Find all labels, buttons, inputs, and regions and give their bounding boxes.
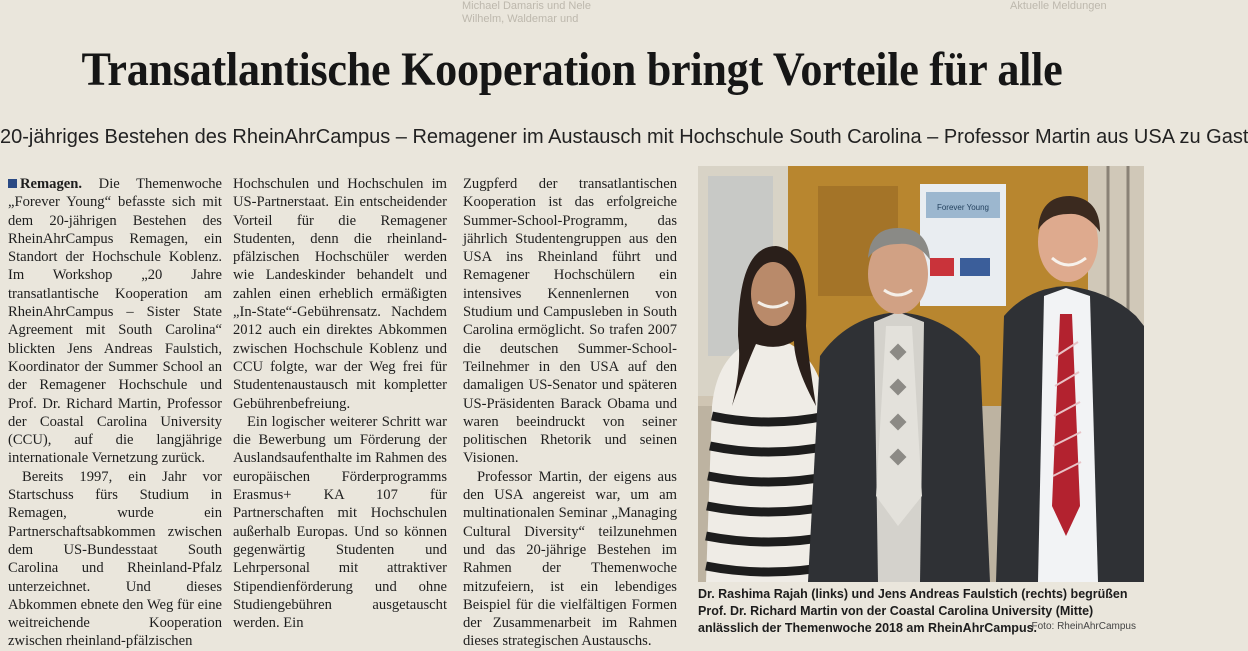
article-column-1	[8, 175, 222, 650]
paragraph: Professor Martin, der eigens aus den USA angereist war, um am multinationalen Seminar „Managing Cultural Diversity“ teilzunehmen und das 20-jährige Bestehen im Rahmen der Themenwoche mitzufeiern, ist ein lebendiges Beispiel für die vielfältigen Formen der Zusammenarbeit im Rahmen dieses strategischen Austauschs.	[463, 468, 677, 650]
photo-caption: Dr. Rashima Rajah (links) und Jens Andreas Faulstich (rechts) begrüßen Prof. Dr. Richard Martin von der Coastal Carolina University (Mitte) anlässlich der Themenwoche 2018 am RheinAhrCampus.	[698, 587, 1128, 635]
article-headline: Transatlantische Kooperation bringt Vorteile für alle	[81, 43, 1063, 96]
bleed-text-left: Michael Damaris und Nele	[462, 0, 591, 12]
poster-title: Forever Young	[936, 203, 990, 212]
paragraph: Zugpferd der transatlantischen Kooperation ist das erfolgreiche Summer-School-Programm, das jährlich Studentengruppen aus den USA ins Rheinland führt und Remagener Hochschülern ein intensives Kennenlernen von Studium und Campusleben in South Carolina ermöglicht. So trafen 2007 die deutschen Summer-School-Teilnehmer in den USA auf den damaligen US-Senator und späteren US-Präsidenten Barack Obama und waren beeindruckt von seiner politischen Rhetorik und seinen Visionen.	[463, 176, 677, 467]
paragraph: Bereits 1997, ein Jahr vor Startschuss fürs Studium in Remagen, wurde ein Partnerschaftsabkommen zwischen dem US-Bundesstaat South Carolina und Rheinland-Pfalz unterzeichnet. Und dieses Abkommen ebnete den Weg für eine weitreichende Kooperation zwischen rheinland-pfälzischen	[8, 468, 222, 650]
photo-credit: Foto: RheinAhrCampus	[1031, 621, 1136, 632]
article-photo	[698, 166, 1144, 582]
article-column-2	[233, 175, 447, 640]
dateline: Remagen.	[20, 176, 83, 192]
woman-face	[751, 262, 795, 326]
article-subheadline: 20-jähriges Bestehen des RheinAhrCampus – Remagener im Austausch mit Hochschule South Carolina – Professor Martin aus USA zu Gast	[0, 126, 1248, 148]
paragraph	[8, 175, 222, 468]
bleed-text-left-2: Wilhelm, Waldemar und	[462, 13, 579, 25]
article-column-3	[463, 175, 677, 650]
paragraph: Ein logischer weiterer Schritt war die Bewerbung um Förderung der Auslandsaufenthalte im Rahmen des europäischen Förderprogramms Erasmus+ KA 107 für Partnerschaften mit Hochschulen außerhalb Europas. Und so können gegenwärtig Studenten und Lehrpersonal mit attraktiver Stipendienförderung und ohne Studiengebühren ausgetauscht werden. Ein	[233, 413, 447, 632]
photo-illustration	[698, 166, 1144, 582]
section-marker-icon	[8, 179, 17, 188]
paragraph-text: Die Themenwoche „Forever Young“ befasste sich mit dem 20-jährigen Bestehen des RheinAhrCampus Remagen, ein Standort der Hochschule Koblenz. Im Workshop „20 Jahre transatlantische Kooperation am RheinAhrCampus – Sister State Agreement mit South Carolina“ blickten Jens Andreas Faulstich, Koordinator der Summer School an der Remagener Hochschule und Prof. Dr. Richard Martin, Professor der Coastal Carolina University (CCU), auf die langjährige internationale Vernetzung zurück.	[8, 176, 222, 467]
paragraph: Hochschulen und Hochschulen im US-Partnerstaat. Ein entscheidender Vorteil für die Remagener Studenten, denn die rheinland-pfälzischen Hochschüler werden wie Landeskinder behandelt und zahlen einen erheblich ermäßigten „In-State“-Gebührensatz. Nachdem 2012 auch ein direktes Abkommen zwischen Hochschule Koblenz und CCU folgte, war der Weg frei für Studentenaustausch mit kompletter Gebührenbefreiung.	[233, 176, 447, 412]
bleed-text-right: Aktuelle Meldungen	[1010, 0, 1107, 12]
